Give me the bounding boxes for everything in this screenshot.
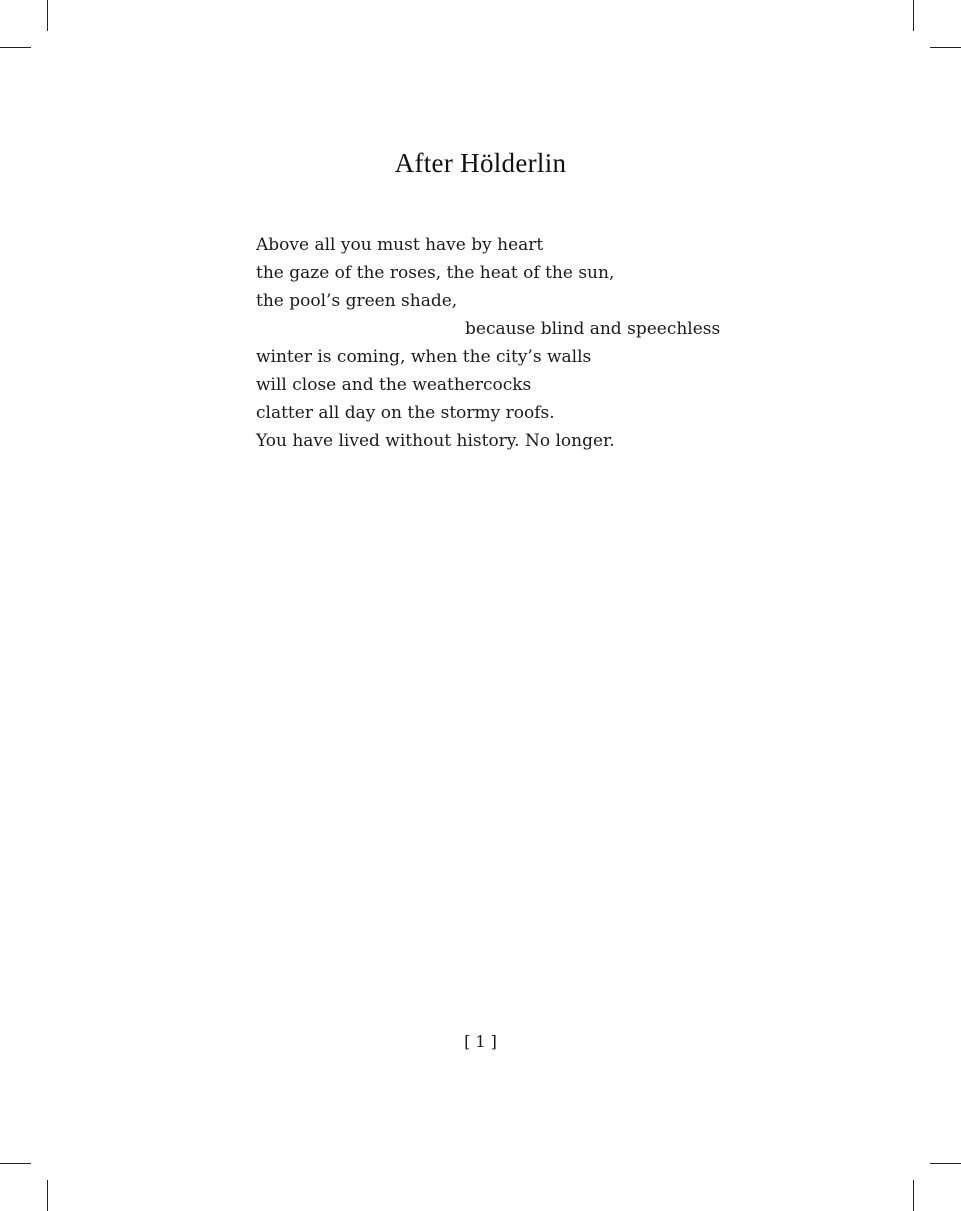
crop-mark-top-left-horizontal	[0, 47, 31, 48]
crop-mark-top-right-vertical	[913, 0, 914, 31]
crop-mark-bottom-left-vertical	[47, 1180, 48, 1211]
poem-line-indented: because blind and speechless	[465, 319, 721, 339]
page-number: [ 1 ]	[464, 1032, 497, 1051]
poem-line: will close and the weathercocks	[256, 375, 532, 395]
crop-mark-top-left-vertical	[47, 0, 48, 31]
poem-line: the gaze of the roses, the heat of the sun,	[256, 263, 615, 283]
poem-line: the pool’s green shade,	[256, 291, 458, 311]
poem-body	[256, 231, 776, 455]
poem-line: Above all you must have by heart	[256, 235, 544, 255]
crop-mark-bottom-right-vertical	[913, 1180, 914, 1211]
crop-mark-bottom-left-horizontal	[0, 1163, 31, 1164]
crop-mark-top-right-horizontal	[930, 47, 961, 48]
poem-line: winter is coming, when the city’s walls	[256, 347, 592, 367]
crop-mark-bottom-right-horizontal	[930, 1163, 961, 1164]
poem-line: You have lived without history. No longer.	[256, 431, 615, 451]
poem-line: clatter all day on the stormy roofs.	[256, 403, 555, 423]
poem-title: After Hölderlin	[394, 148, 567, 178]
